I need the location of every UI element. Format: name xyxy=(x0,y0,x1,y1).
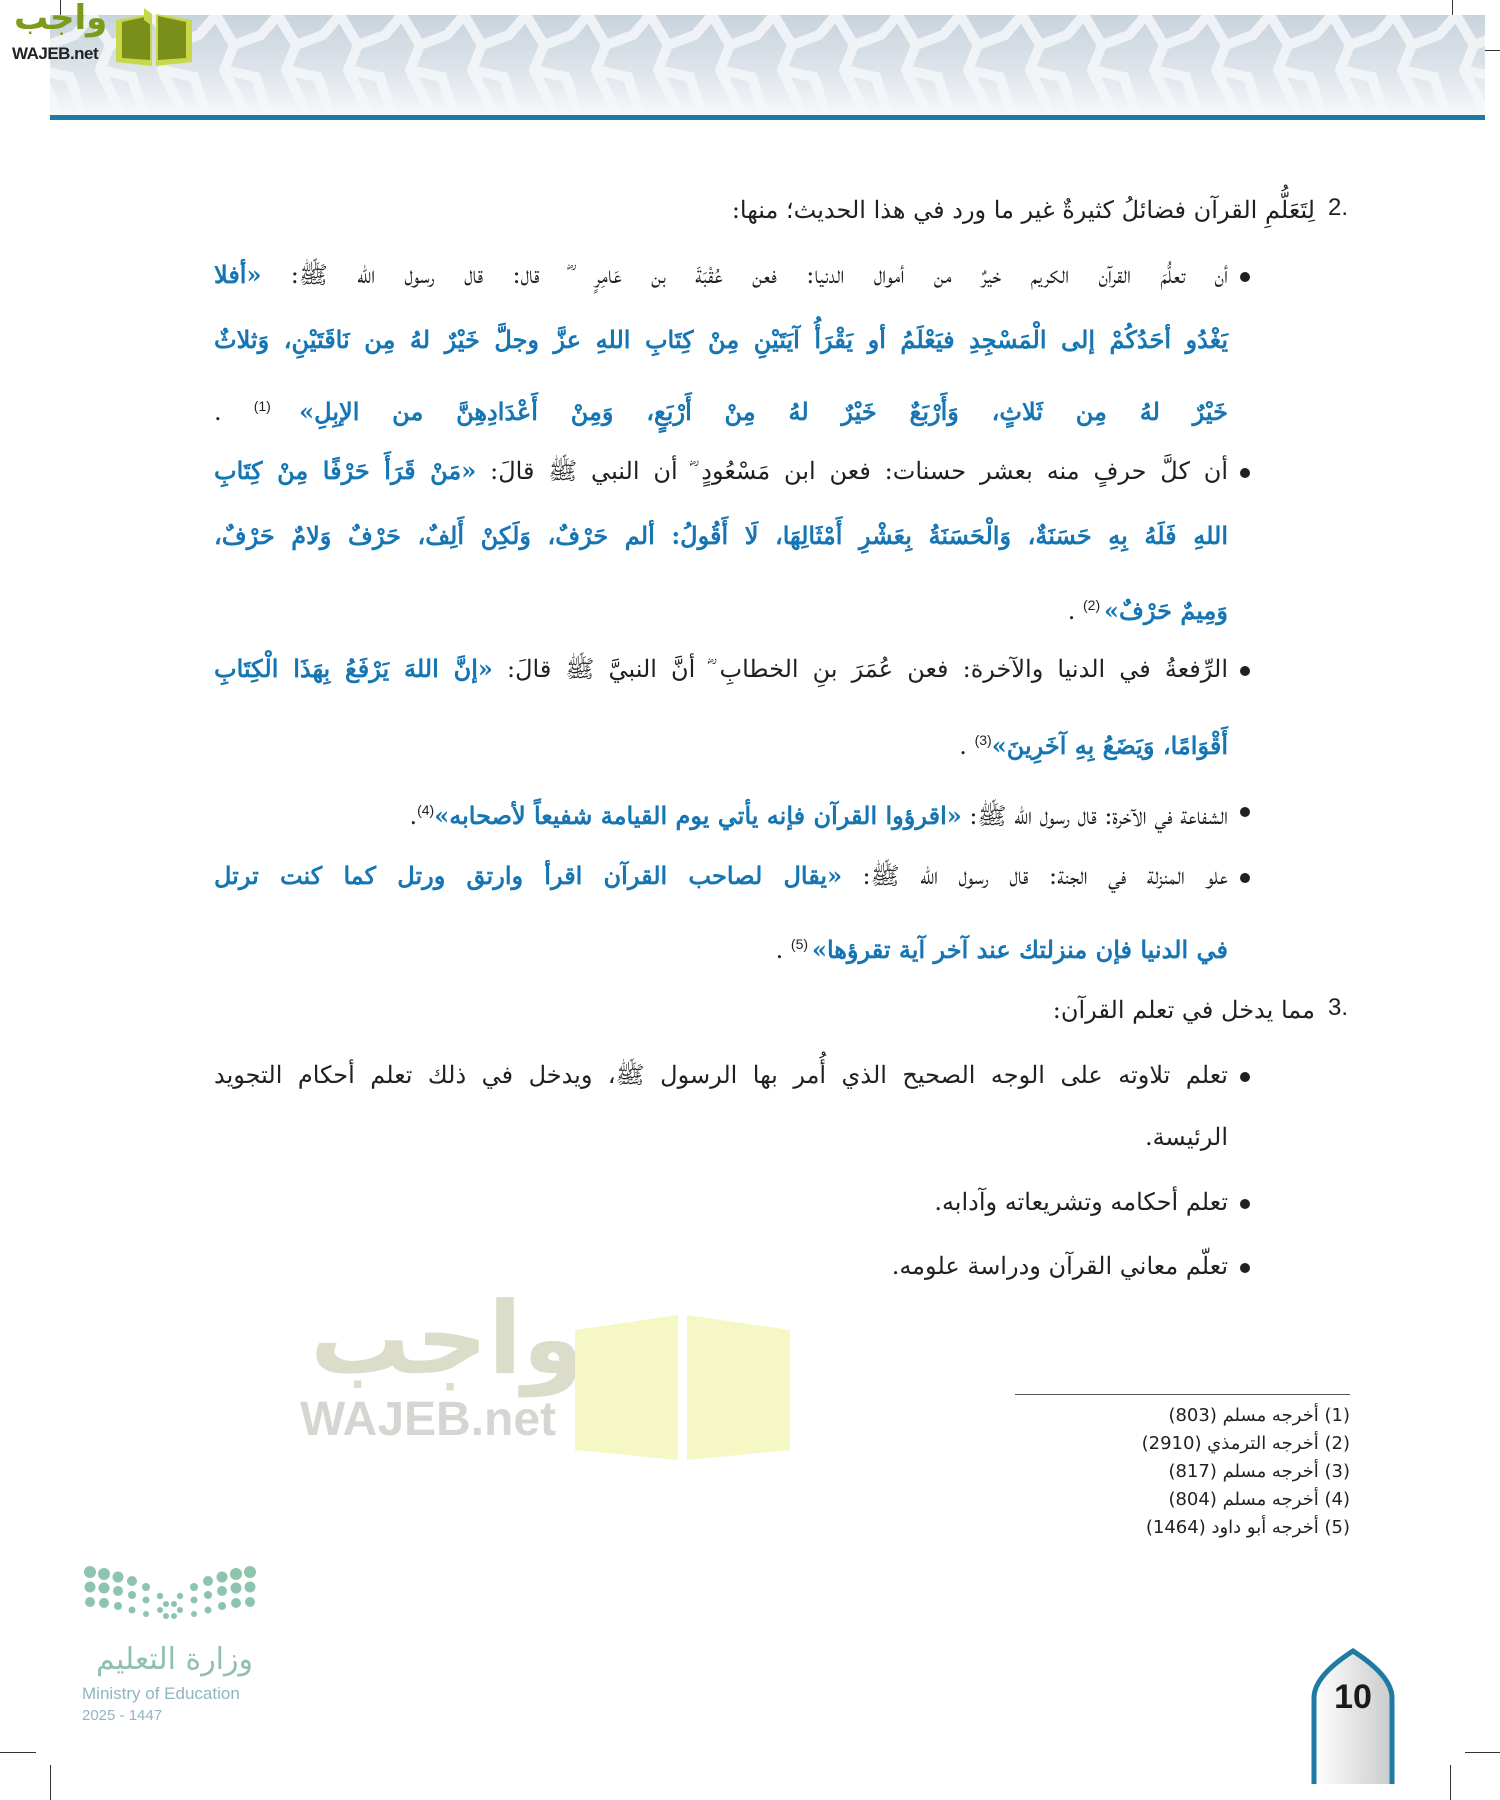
emblem-dot xyxy=(171,1601,177,1607)
body-text: . xyxy=(775,936,791,964)
hadith-quote: اللهِ فَلَهُ بِهِ حَسَنَةٌ، وَالْحَسَنَةُ بِعَشْرِ أَمْثَالِهَا، لَا أَقُولُ: ألم حَرْفٌ، وَلَكِنْ أَلِفٌ، حَرْفٌ وَلامٌ حَرْفٌ، xyxy=(214,521,1228,550)
watermark-arabic: واجب xyxy=(310,1280,585,1397)
hadith-quote: «مَنْ قَرَأَ حَرْفًا مِنْ كِتَابِ xyxy=(214,456,477,485)
watermark-english: WAJEB.net xyxy=(300,1393,557,1446)
text-line xyxy=(214,1117,1228,1157)
footnote: (3) أخرجه مسلم (817) xyxy=(1168,1461,1350,1482)
header-rule xyxy=(50,115,1485,120)
section-number: 3. xyxy=(1328,994,1349,1021)
body-text: تعلم أحكامه وتشريعاته وآدابه. xyxy=(934,1188,1228,1216)
text-line xyxy=(214,386,1228,432)
crop-mark xyxy=(50,1765,51,1800)
emblem-dot xyxy=(163,1613,169,1619)
hadith-quote: «يقال لصاحب القرآن اقرأ وارتق ورتل كما كنت ترتل xyxy=(214,861,843,890)
footnote-divider xyxy=(1015,1394,1350,1395)
emblem-dot xyxy=(142,1583,150,1591)
body-text: أن تعلُّمَ القرآن الكريم خيرٌ من أموال الدنيا: فعن عُقْبَةَ بن عَامِرٍ ؓ قال: قال رسول الله ﷺ: xyxy=(261,261,1228,289)
emblem-dot xyxy=(245,1582,256,1593)
emblem-dot xyxy=(113,1586,123,1596)
page-number: 10 xyxy=(1334,1678,1372,1716)
hadith-quote: خَيْرٌ لهُ مِن ثَلاثٍ، وَأَرْبَعٌ خَيْرٌ لهُ مِنْ أَرْبَعٍ، وَمِنْ أَعْدَادِهِنَّ من الإبِلِ» xyxy=(299,397,1228,426)
emblem-dot xyxy=(231,1598,241,1608)
emblem-dot xyxy=(143,1597,150,1604)
emblem-dot xyxy=(191,1597,198,1604)
section-number: 2. xyxy=(1328,194,1349,221)
body-text: الرِّفعةُ في الدنيا والآخرة: فعن عُمَرَ بنِ الخطابِ ؓ أنَّ النبيَّ ﷺ قالَ: xyxy=(492,655,1228,683)
footnote-ref: (3) xyxy=(974,732,992,748)
text-line xyxy=(214,790,1228,836)
wajeb-logo[interactable] xyxy=(8,0,193,66)
emblem-dot xyxy=(128,1591,136,1599)
body-text: . xyxy=(959,732,975,760)
emblem-dot xyxy=(217,1586,227,1596)
emblem-dot xyxy=(230,1568,242,1580)
text-line xyxy=(214,649,1228,689)
emblem-dot xyxy=(163,1601,169,1607)
emblem-dot xyxy=(204,1591,212,1599)
body-text: تعلم تلاوته على الوجه الصحيح الذي أُمر بها الرسول ﷺ، ويدخل في ذلك تعلم أحكام التجويد xyxy=(214,1061,1228,1089)
bullet-icon xyxy=(1240,1263,1250,1273)
emblem-dot xyxy=(99,1583,110,1594)
body-text: علو المنزلة في الجنة: قال رسول الله ﷺ: xyxy=(842,862,1228,890)
arabesque-pattern xyxy=(50,15,1485,115)
footnote-ref: (4) xyxy=(417,802,435,818)
bullet-icon xyxy=(1240,1199,1250,1209)
bullet-icon xyxy=(1240,873,1250,883)
emblem-dot xyxy=(113,1572,124,1583)
body-text: أن كلَّ حرفٍ منه بعشر حسنات: فعن ابن مَسْعُودٍ ؓ أن النبي ﷺ قالَ: xyxy=(476,457,1228,485)
emblem-dot xyxy=(99,1598,109,1608)
emblem-dot xyxy=(177,1607,183,1613)
header-pattern-band xyxy=(50,15,1485,115)
hadith-quote: أَقْوَامًا، وَيَضَعُ بِهِ آخَرِينَ» xyxy=(991,731,1228,760)
emblem-dot xyxy=(244,1566,256,1578)
open-book-icon xyxy=(114,6,194,68)
emblem-dot xyxy=(129,1607,136,1614)
wajeb-watermark xyxy=(300,1280,800,1460)
footnote: (5) أخرجه أبو داود (1464) xyxy=(1145,1517,1350,1538)
bullet-icon xyxy=(1240,807,1250,817)
text-line xyxy=(214,924,1228,970)
body-text: الرئيسة. xyxy=(1144,1123,1228,1151)
emblem-dot xyxy=(84,1566,96,1578)
body-text: تعلّم معاني القرآن ودراسة علومه. xyxy=(891,1252,1228,1280)
section-heading: لِتَعَلُّمِ القرآن فضائلُ كثيرةٌ غير ما ورد في هذا الحديث؛ منها: xyxy=(731,196,1315,224)
hadith-quote: «أفلا xyxy=(214,260,262,289)
logo-arabic: واجب xyxy=(14,0,108,38)
watermark-book-icon xyxy=(570,1300,795,1460)
body-text: . xyxy=(1067,597,1083,625)
crop-mark xyxy=(1465,1752,1500,1753)
emblem-dot xyxy=(205,1607,212,1614)
emblem-dot xyxy=(190,1583,198,1591)
text-line xyxy=(214,856,1228,896)
emblem-dot xyxy=(217,1572,228,1583)
footnote-ref: (2) xyxy=(1082,597,1105,613)
emblem-dot xyxy=(191,1611,197,1617)
text-line xyxy=(214,451,1228,491)
ministry-of-education-logo xyxy=(82,1560,282,1730)
emblem-dot xyxy=(114,1602,122,1610)
ministry-year: 2025 - 1447 xyxy=(82,1707,163,1724)
hadith-quote: يَغْدُو أحَدُكُمْ إلى الْمَسْجِدِ فيَعْلَمُ أو يَقْرَأُ آيَتَيْنِ مِنْ كِتَابِ اللهِ عزَّ وجلَّ خَيْرٌ لهُ مِن نَاقَتَيْنِ، وَثلاثٌ xyxy=(214,325,1228,354)
body-text: . xyxy=(214,398,254,426)
emblem-dot xyxy=(218,1602,226,1610)
hadith-quote: وَمِيمٌ حَرْفٌ» xyxy=(1104,596,1228,625)
crop-mark xyxy=(1450,1765,1451,1800)
section-heading: مما يدخل في تعلم القرآن: xyxy=(1052,996,1315,1024)
footnote: (1) أخرجه مسلم (803) xyxy=(1168,1405,1350,1426)
body-text: . xyxy=(409,802,418,830)
emblem-dot xyxy=(127,1576,137,1586)
text-line xyxy=(214,720,1228,766)
page-number-badge xyxy=(1310,1648,1396,1784)
emblem-dot xyxy=(231,1583,242,1594)
footnote-ref: (1) xyxy=(253,398,300,414)
text-line xyxy=(214,1246,1228,1286)
emblem-dot xyxy=(98,1568,110,1580)
emblem-dot xyxy=(203,1576,213,1586)
hadith-quote: في الدنيا فإن منزلتك عند آخر آية تقرؤها» xyxy=(811,935,1228,964)
emblem-dot xyxy=(177,1593,183,1599)
text-line xyxy=(214,1182,1228,1222)
footnote-ref: (5) xyxy=(790,936,812,952)
text-line xyxy=(214,516,1228,556)
text-line xyxy=(214,255,1228,295)
text-line xyxy=(214,320,1228,360)
hadith-quote: «إنَّ اللهَ يَرْفَعُ بِهَذَا الْكِتَابِ xyxy=(214,654,493,683)
logo-english: WAJEB.net xyxy=(12,44,99,63)
emblem-dot xyxy=(157,1593,163,1599)
emblem-dot xyxy=(85,1597,95,1607)
footnote: (2) أخرجه الترمذي (2910) xyxy=(1141,1433,1350,1454)
ministry-dots-emblem xyxy=(82,1560,267,1640)
bullet-icon xyxy=(1240,1072,1250,1082)
footnote: (4) أخرجه مسلم (804) xyxy=(1168,1489,1350,1510)
emblem-dot xyxy=(157,1607,163,1613)
bullet-icon xyxy=(1240,272,1250,282)
ministry-name-arabic: وزارة التعليم xyxy=(95,1642,253,1677)
bullet-icon xyxy=(1240,468,1250,478)
text-line xyxy=(214,585,1228,631)
hadith-quote: «اقرؤوا القرآن فإنه يأتي يوم القيامة شفيعاً لأصحابه» xyxy=(434,801,962,830)
bullet-icon xyxy=(1240,666,1250,676)
text-line xyxy=(214,1055,1228,1095)
emblem-dot xyxy=(245,1597,255,1607)
body-text: الشفاعة في الآخرة: قال رسول الله ﷺ: xyxy=(961,802,1228,830)
crop-mark xyxy=(0,1752,36,1753)
emblem-dot xyxy=(143,1611,149,1617)
ministry-name-english: Ministry of Education xyxy=(82,1684,240,1703)
emblem-dot xyxy=(85,1582,96,1593)
emblem-dot xyxy=(171,1613,177,1619)
